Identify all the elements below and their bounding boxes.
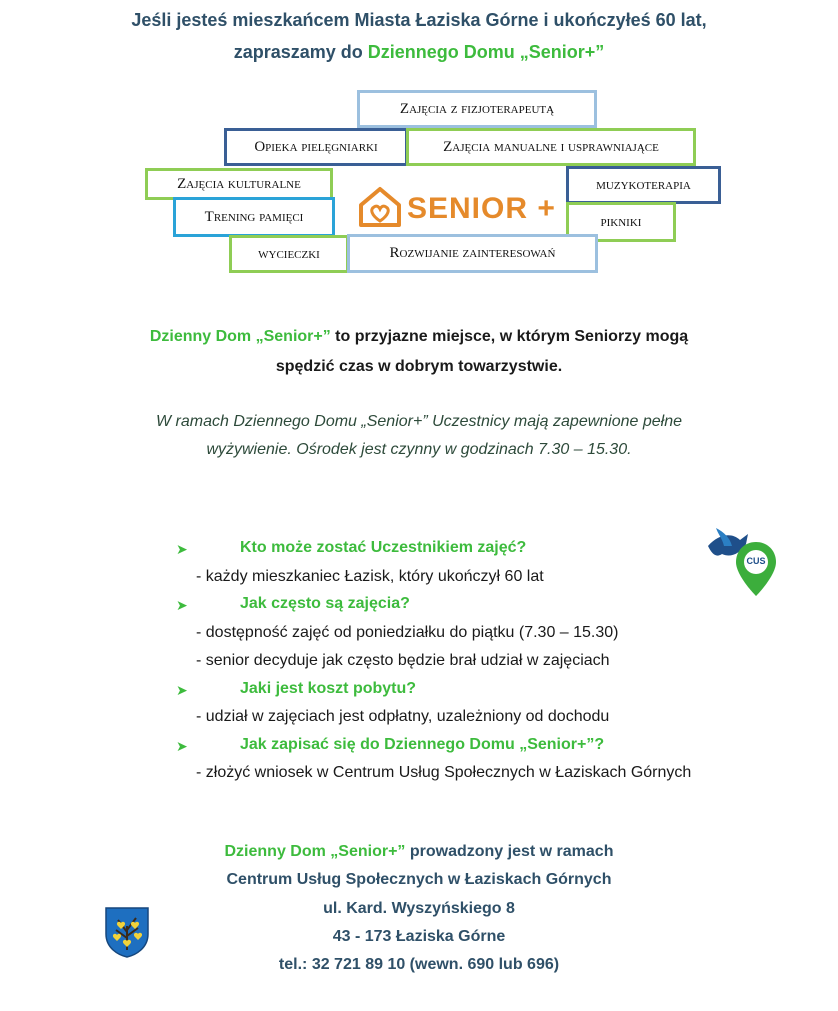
footer-line-1	[0, 843, 838, 861]
footer-line-5: tel.: 32 721 89 10 (wewn. 690 lub 696)	[278, 956, 560, 973]
footer-line-4: 43 - 173 Łaziska Górne	[332, 928, 506, 945]
activity-opieka: Opieka pielęgniarki	[224, 128, 408, 166]
footer-line-1-rest: prowadzony jest w ramach	[405, 843, 614, 860]
activity-fizjoterapeuta: Zajęcia z fizjoterapeutą	[357, 90, 597, 128]
arrow-bullet-icon: ➤	[176, 541, 188, 557]
cus-logo	[704, 524, 782, 604]
activity-rozwijanie: Rozwijanie zainteresowań	[347, 234, 598, 273]
info-line-1: W ramach Dziennego Domu „Senior+” Uczestnicy mają zapewnione pełne	[155, 413, 683, 430]
faq-answer-1: - każdy mieszkaniec Łazisk, który ukończył 60 lat	[196, 568, 544, 585]
activity-muzykoterapia: muzykoterapia	[566, 166, 721, 204]
faq-answer-3: - udział w zajęciach jest odpłatny, uzależniony od dochodu	[196, 708, 610, 725]
header-line-2	[0, 42, 838, 63]
intro-highlight: Dzienny Dom „Senior+”	[149, 328, 331, 345]
faq-question-4: Jak zapisać się do Dziennego Domu „Senior+”?	[240, 736, 605, 753]
faq-answer-2b: - senior decyduje jak często będzie brał udział w zajęciach	[196, 652, 610, 669]
header-line-1: Jeśli jesteś mieszkańcem Miasta Łaziska Górne i ukończyłeś 60 lat,	[131, 10, 707, 30]
intro-line-1-rest: to przyjazne miejsce, w którym Seniorzy mogą	[330, 328, 689, 345]
house-heart-icon	[357, 185, 403, 231]
coat-of-arms-icon	[104, 906, 150, 958]
arrow-bullet-icon: ➤	[176, 597, 188, 613]
header-line-2-prefix: zapraszamy do	[233, 42, 368, 62]
arrow-bullet-icon: ➤	[176, 682, 188, 698]
faq-question-1: Kto może zostać Uczestnikiem zajęć?	[240, 539, 527, 556]
intro-line-2: spędzić czas w dobrym towarzystwie.	[275, 358, 563, 375]
activity-kulturalne: Zajęcia kulturalne	[145, 168, 333, 200]
faq-answer-2a: - dostępność zajęć od poniedziałku do piątku (7.30 – 15.30)	[196, 624, 619, 641]
faq-question-2: Jak często są zajęcia?	[240, 595, 410, 612]
intro-line-1	[0, 328, 838, 346]
activity-trening: Trening pamięci	[173, 197, 335, 237]
arrow-bullet-icon: ➤	[176, 738, 188, 754]
info-line-2: wyżywienie. Ośrodek jest czynny w godzinach 7.30 – 15.30.	[206, 441, 632, 458]
activity-wycieczki: wycieczki	[229, 235, 349, 273]
activity-pikniki: pikniki	[566, 202, 676, 242]
cus-bird-pin-icon	[704, 524, 782, 604]
footer-highlight: Dzienny Dom „Senior+”	[224, 843, 406, 860]
header-line-2-highlight: Dziennego Domu „Senior+”	[367, 42, 605, 62]
footer-line-2: Centrum Usług Społecznych w Łaziskach Górnych	[226, 871, 612, 888]
cus-logo-text: CUS	[746, 556, 766, 566]
faq-answer-4: - złożyć wniosek w Centrum Usług Społecznych w Łaziskach Górnych	[196, 764, 692, 781]
footer-line-3: ul. Kard. Wyszyńskiego 8	[323, 900, 515, 917]
activity-manualne: Zajęcia manualne i usprawniające	[406, 128, 696, 166]
senior-plus-logo	[355, 183, 565, 235]
faq-question-3: Jaki jest koszt pobytu?	[240, 680, 417, 697]
senior-plus-logo-text: SENIOR +	[407, 192, 556, 225]
